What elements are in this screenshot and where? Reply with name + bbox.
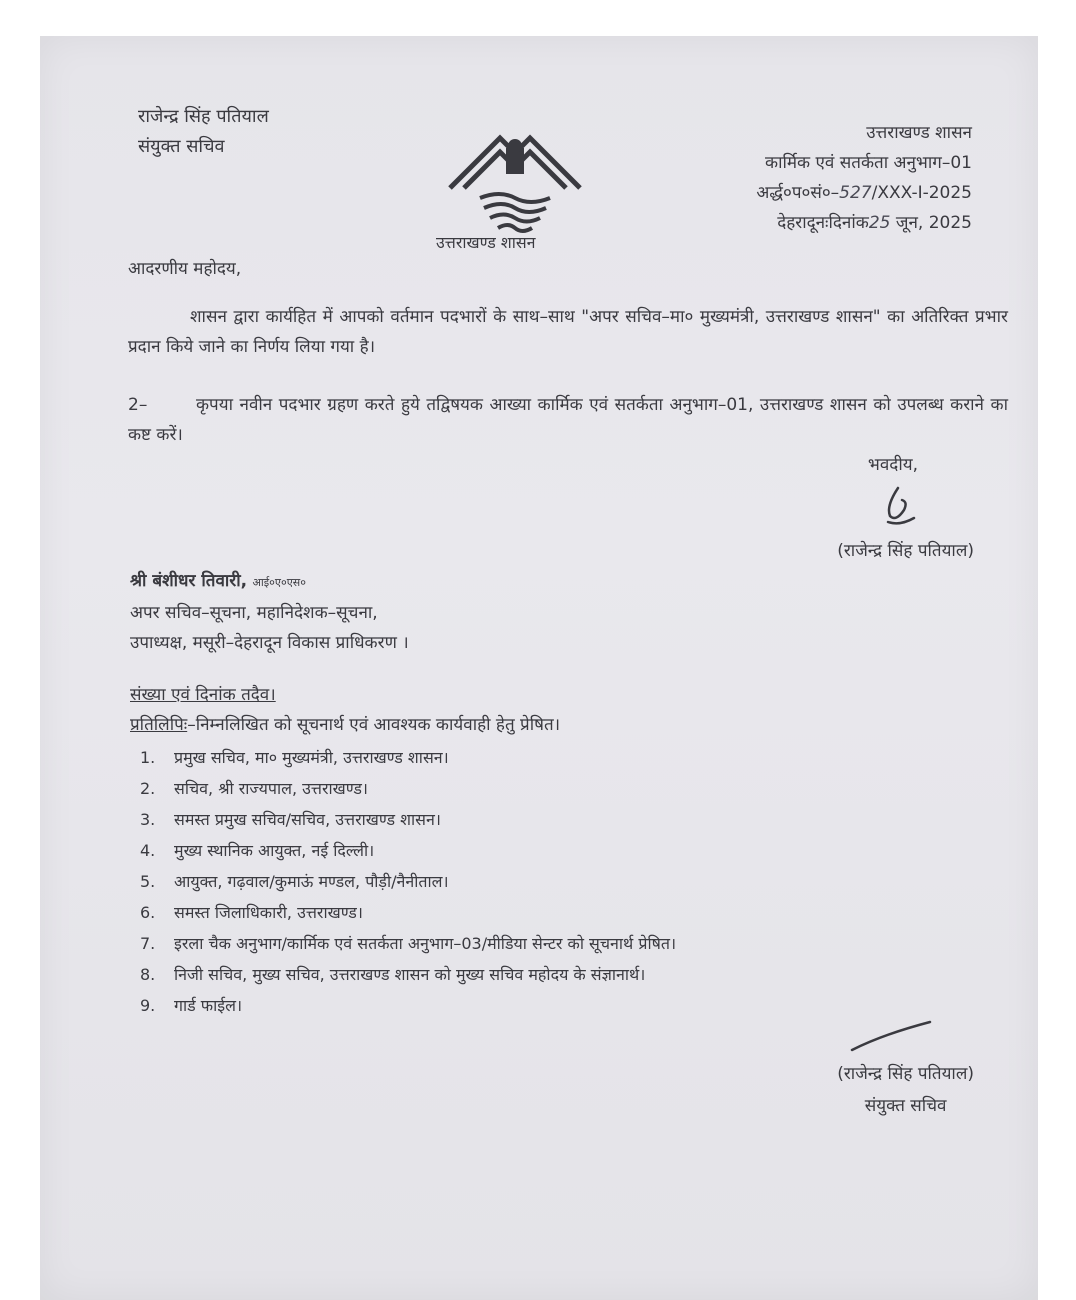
list-item bbox=[140, 773, 676, 804]
list-item bbox=[140, 835, 676, 866]
letter-date bbox=[756, 208, 972, 238]
paragraph-1: शासन द्वारा कार्यहित में आपको वर्तमान पदभारों के साथ–साथ "अपर सचिव–मा० मुख्यमंत्री, उत्तराखण्ड शासन" का अतिरिक्त प्रभार प्रदान किये जाने का निर्णय लिया गया है। bbox=[128, 307, 1008, 357]
list-item-number: 8. bbox=[140, 965, 156, 984]
copy-list bbox=[140, 742, 676, 1021]
list-item-text: निजी सचिव, मुख्य सचिव, उत्तराखण्ड शासन को मुख्य सचिव महोदय के संज्ञानार्थ। bbox=[174, 965, 646, 984]
list-item bbox=[140, 990, 676, 1021]
signature-icon bbox=[868, 482, 928, 534]
list-item-number: 4. bbox=[140, 841, 156, 860]
sender-block bbox=[138, 102, 269, 162]
footer-designation: संयुक्त सचिव bbox=[864, 1096, 947, 1116]
copy-text: –निम्नलिखित को सूचनार्थ एवं आवश्यक कार्यवाही हेतु प्रेषित। bbox=[187, 715, 561, 735]
list-item-number: 5. bbox=[140, 872, 156, 891]
paragraph-2 bbox=[128, 390, 1008, 450]
list-item-text: गार्ड फाईल। bbox=[174, 996, 243, 1015]
closing-text: भवदीय, bbox=[867, 455, 918, 475]
list-item-number: 9. bbox=[140, 996, 156, 1015]
letter-paper bbox=[40, 36, 1038, 1300]
date-suffix: जून, 2025 bbox=[890, 213, 972, 233]
footer-signature-block bbox=[837, 1058, 974, 1122]
sender-designation: संयुक्त सचिव bbox=[138, 136, 225, 157]
paragraph-2-text: कृपया नवीन पदभार ग्रहण करते हुये तद्विषयक आख्या कार्मिक एवं सतर्कता अनुभाग–01, उत्तराखण्ड शासन को उपलब्ध कराने का कष्ट करें। bbox=[128, 395, 1008, 445]
date-prefix: देहरादूनःदिनांक bbox=[777, 213, 869, 233]
list-item-text: सचिव, श्री राज्यपाल, उत्तराखण्ड। bbox=[174, 779, 368, 798]
number-date-same: संख्या एवं दिनांक तदैव। bbox=[130, 685, 276, 705]
copy-label: प्रतिलिपिः bbox=[130, 715, 188, 735]
reference-number bbox=[756, 178, 972, 208]
list-item bbox=[140, 742, 676, 773]
logo-caption: उत्तराखण्ड शासन bbox=[436, 233, 536, 252]
office-header bbox=[756, 118, 972, 238]
recipient-name: श्री बंशीधर तिवारी, bbox=[130, 571, 248, 591]
copy-to-line bbox=[130, 710, 560, 740]
list-item-text: इरला चैक अनुभाग/कार्मिक एवं सतर्कता अनुभाग–03/मीडिया सेन्टर को सूचनार्थ प्रेषित। bbox=[174, 934, 677, 953]
list-item bbox=[140, 928, 676, 959]
recipient-code: आई०ए०एस० bbox=[252, 576, 306, 589]
list-item-text: समस्त प्रमुख सचिव/सचिव, उत्तराखण्ड शासन। bbox=[174, 810, 441, 829]
footer-name: (राजेन्द्र सिंह पतियाल) bbox=[837, 1064, 974, 1084]
ref-number: 527 bbox=[839, 183, 872, 203]
recipient-line-3: उपाध्यक्ष, मसूरी–देहरादून विकास प्राधिकरण । bbox=[130, 633, 409, 653]
list-item bbox=[140, 897, 676, 928]
list-item-number: 3. bbox=[140, 810, 156, 829]
list-item-text: मुख्य स्थानिक आयुक्त, नई दिल्ली। bbox=[174, 841, 375, 860]
recipient-block bbox=[130, 566, 409, 658]
list-item-text: आयुक्त, गढ़वाल/कुमाऊं मण्डल, पौड़ी/नैनीताल। bbox=[174, 872, 449, 891]
recipient-line-2: अपर सचिव–सूचना, महानिदेशक–सूचना, bbox=[130, 603, 378, 623]
paragraph-2-number: 2– bbox=[128, 395, 148, 415]
list-item-number: 7. bbox=[140, 934, 156, 953]
ref-prefix: अर्द्ध०प०सं०– bbox=[756, 183, 840, 203]
salutation: आदरणीय महोदय, bbox=[128, 259, 242, 279]
recipient-name-line bbox=[130, 566, 409, 598]
list-item-text: प्रमुख सचिव, मा० मुख्यमंत्री, उत्तराखण्ड शासन। bbox=[174, 748, 449, 767]
list-item bbox=[140, 804, 676, 835]
list-item bbox=[140, 866, 676, 897]
list-item-number: 6. bbox=[140, 903, 156, 922]
date-day: 25 bbox=[868, 213, 891, 233]
office-line-2: कार्मिक एवं सतर्कता अनुभाग–01 bbox=[765, 153, 972, 173]
sender-name: राजेन्द्र सिंह पतियाल bbox=[138, 106, 269, 127]
office-line-1: उत्तराखण्ड शासन bbox=[866, 123, 972, 143]
list-item-number: 1. bbox=[140, 748, 156, 767]
list-item-number: 2. bbox=[140, 779, 156, 798]
list-item-text: समस्त जिलाधिकारी, उत्तराखण्ड। bbox=[174, 903, 363, 922]
signature-icon bbox=[844, 1016, 934, 1056]
signatory-name: (राजेन्द्र सिंह पतियाल) bbox=[837, 541, 974, 561]
ref-suffix: /XXX-I-2025 bbox=[871, 183, 972, 203]
list-item bbox=[140, 959, 676, 990]
copy-header bbox=[130, 680, 560, 740]
